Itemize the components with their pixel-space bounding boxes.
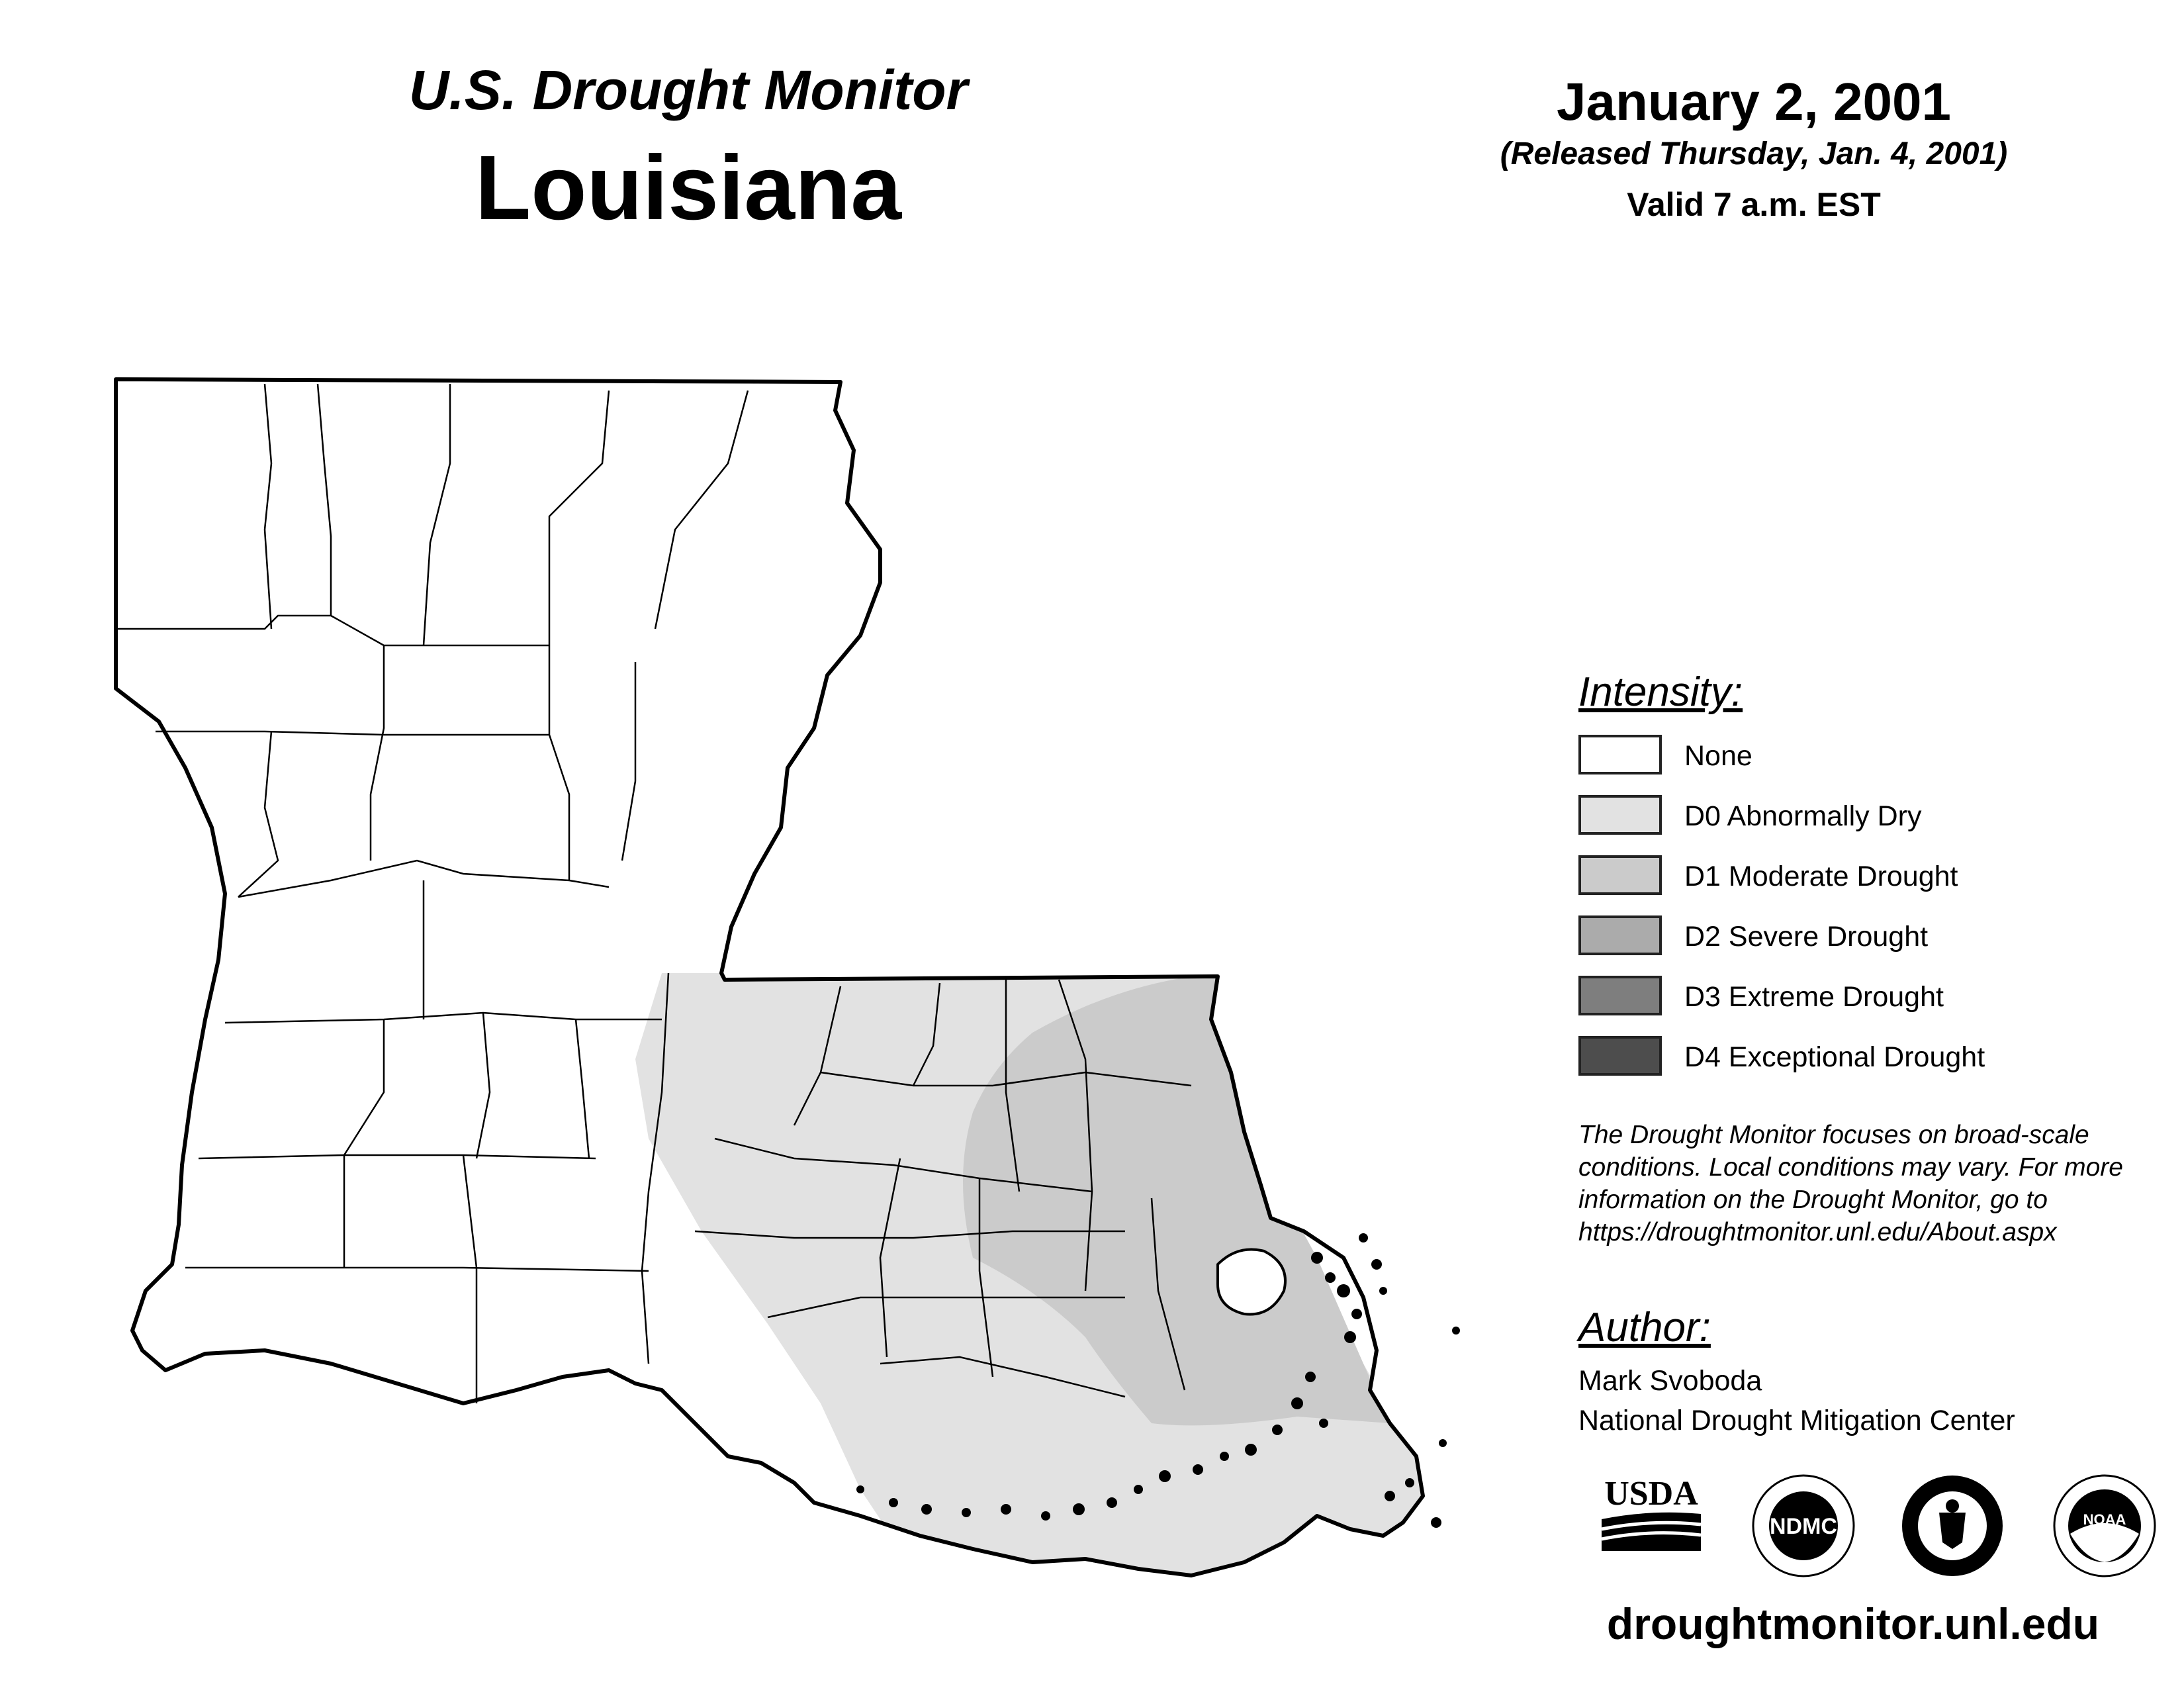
map-title: U.S. Drought Monitor: [408, 59, 968, 121]
legend-label: D4 Exceptional Drought: [1684, 1041, 1985, 1073]
usda-logo: [1595, 1473, 1707, 1552]
map-date: January 2, 2001: [1557, 72, 1951, 131]
legend-label: None: [1684, 740, 1752, 772]
website-url[interactable]: droughtmonitor.unl.edu: [1606, 1599, 2100, 1648]
legend-label: D0 Abnormally Dry: [1684, 800, 1922, 832]
legend-label: D3 Extreme Drought: [1684, 981, 1944, 1013]
author-name: Mark Svoboda: [1578, 1365, 1762, 1397]
legend-swatch: [1578, 735, 1662, 774]
noaa-logo: [2052, 1473, 2158, 1579]
legend-swatch: [1578, 795, 1662, 835]
legend-label: D1 Moderate Drought: [1684, 861, 1958, 892]
release-date: (Released Thursday, Jan. 4, 2001): [1500, 136, 2008, 171]
legend-heading: Intensity:: [1578, 669, 1743, 715]
ndmc-logo: [1751, 1473, 1856, 1579]
author-organization: National Drought Mitigation Center: [1578, 1405, 2015, 1436]
legend-swatch: [1578, 855, 1662, 895]
state-name: Louisiana: [475, 137, 902, 239]
legend-swatch: [1578, 1036, 1662, 1076]
legend-label: D2 Severe Drought: [1684, 921, 1929, 953]
commerce-seal: [1899, 1473, 2005, 1579]
usda-logo-text: USDA: [1604, 1475, 1698, 1513]
ndmc-logo-text: NDMC: [1770, 1514, 1837, 1539]
lake-pontchartrain: [1218, 1250, 1285, 1315]
valid-time: Valid 7 a.m. EST: [1627, 186, 1881, 223]
legend-swatch: [1578, 915, 1662, 955]
legend-swatch: [1578, 976, 1662, 1015]
disclaimer-note: The Drought Monitor focuses on broad-scale conditions. Local conditions may vary. For more information on the Drought Monitor, go to https://droughtmonitor.unl.edu/About.aspx: [1578, 1121, 2123, 1246]
noaa-logo-text: NOAA: [2083, 1511, 2126, 1528]
author-heading: Author:: [1578, 1305, 1711, 1350]
